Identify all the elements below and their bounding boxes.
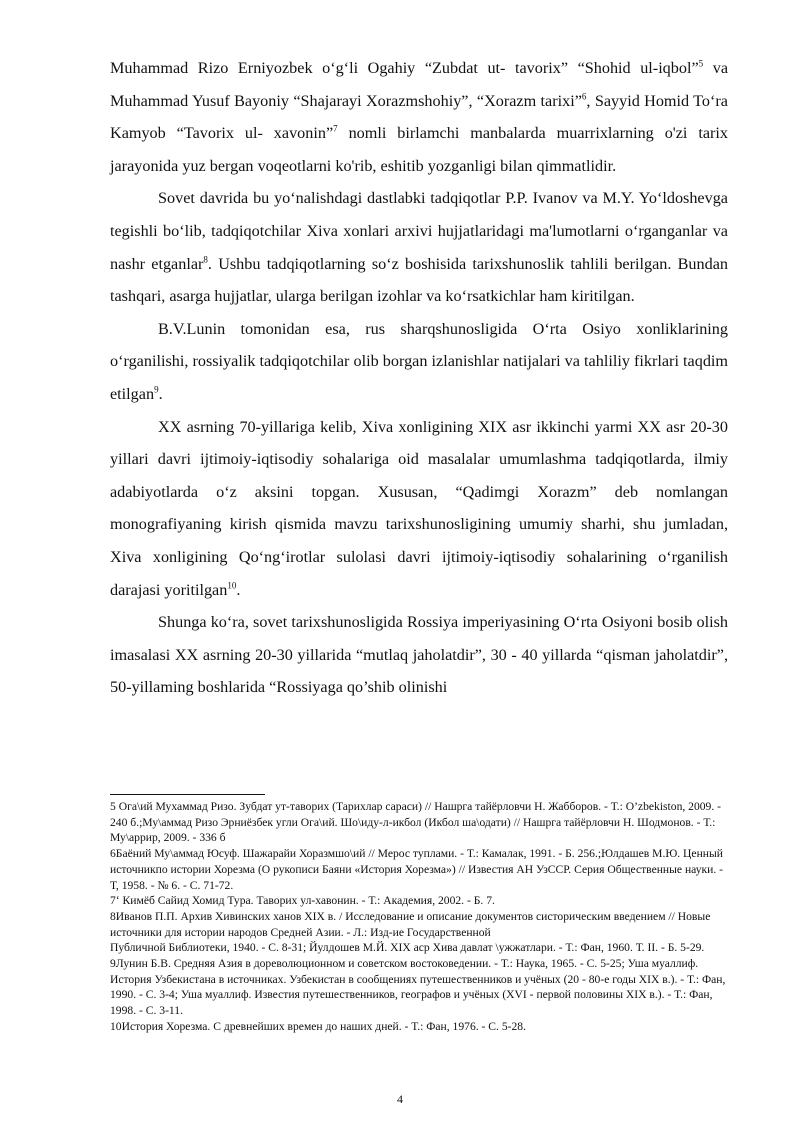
footnote-ref-8: 8 [203, 254, 208, 265]
text-run: , Sayyid Homid To‘ra Kamyob “Tavorix ul- xavonin” [110, 91, 728, 143]
footnote-ref-10: 10 [227, 580, 237, 591]
footnote-ref-6: 6 [581, 91, 587, 102]
page-number: 4 [397, 1092, 403, 1106]
text-run: . [158, 384, 163, 403]
footnotes [110, 799, 730, 1035]
main-text [110, 52, 728, 704]
paragraph-4 [110, 411, 728, 607]
footnote-5: 5 Ога\ий Мухаммад Ризо. Зубдат ут-таворих (Тарихлар сараси) // Нашрга тайёрловчи Н. Жабборов. - Т.: O’zbekiston, 2009. - 240 б.;Му\аммад Ризо Эрниёзбек угли Ога\ий. Шо\иду-л-икбол (Икбол ша\одати) // Нашрга тайёрловчи Н. Шодмонов. - Т.: Му\аррир, 2009. - 336 б [110, 800, 722, 845]
text-run: Shunga ko‘ra, sovet tarixshunosligida Rossiya imperiyasining O‘rta Osiyoni bosib olish imasalasi XX asrning 20-30 yillarida “mutlaq jaholatdir”, 30 - 40 yillarda “qisman jaholatdir”, 50-yillaming boshlarida “Rossiyaga qo’shib olinishi [110, 613, 728, 697]
paragraph-5 [110, 606, 728, 704]
footnote-ref-7: 7 [333, 123, 338, 134]
text-run: nomli birlamchi manbalarda muarrixlarning o'zi tarix jarayonida yuz bergan voqeotlarni ko'rib, eshitib yozganligi bilan qimmatlidir. [110, 124, 728, 175]
text-run: . Ushbu tadqiqotlarning so‘z boshisida tarixshunoslik tahlili berilgan. Bundan tashqari, asarga hujjatlar, ularga berilgan izohlar va ko‘rsatkichlar ham kiritilgan. [110, 254, 728, 306]
footnote-6: 6Баёний Му\аммад Юсуф. Шажарайи Хоразмшо\ий // Мерос туплами. - Т.: Камалак, 1991. - Б. 256.;Юлдашев М.Ю. Ценный источникпо истории Хорезма (О рукописи Баяни «История Хорезма») // Известия АН УзССР. Серия Общественные науки. - Т, 1958. - № 6. - С. 71-72. [110, 847, 724, 892]
paragraph-1 [110, 52, 728, 182]
text-run: . [236, 580, 241, 599]
text-run: B.V.Lunin tomonidan esa, rus sharqshunosligida O‘rta Osiyo xonliklarining o‘rganilishi, rossiyalik tadqiqotchilar olib borgan izlanishlar natijalari va tahliliy fikrlari taqdim etilgan [110, 319, 728, 403]
footnote-8: 8Иванов П.П. Архив Хивинских ханов XIX в. / Исследование и описание документов систорическим введением // Новые источники для истории народов Средней Азии. - Л.: Изд-ие Государственной Публичной Библиотеки, 1940. - С. 8-31; Йулдошев М.Й. XIX аср Хива давлат \ужжатлари. - Т.: Фан, 1960. Т. II. - Б. 5-29. [110, 909, 711, 955]
paragraph-3 [110, 313, 728, 411]
text-run: va Muhammad Yusuf Bayoniy “Shajarayi Xorazmshohiy”, “Xorazm tarixi” [110, 59, 728, 110]
text-run: Muhammad Rizo Erniyozbek o‘g‘li Ogahiy “Zubdat ut- tavorix” “Shohid ul-iqbol” [110, 59, 699, 77]
footnote-7: 7‘ Кимёб Сайид Хомид Тура. Таворих ул-хавонин. - Т.: Академия, 2002. - Б. 7. [110, 894, 495, 908]
footnote-separator [110, 794, 265, 795]
text-run: XX asrning 70-yillariga kelib, Xiva xonligining XIX asr ikkinchi yarmi XX asr 20-30 yillari davri ijtimoiy-iqtisodiy sohalariga oid masalalar umumlashma tadqiqotlarda, ilmiy adabiyotlarda o‘z aksini topgan. Xususan, “Qadimgi Xorazm” deb nomlangan monografiyaning kirish qismida mavzu tarixshunosligining umumiy sharhi, shu jumladan, Xiva xonligining Qo‘ng‘irotlar sulolasi davri ijtimoiy-iqtisodiy sohalarining o‘rganilish darajasi yoritilgan [110, 417, 728, 599]
text-run: Sovet davrida bu yo‘nalishdagi dastlabki tadqiqotlar P.P. Ivanov va M.Y. Yo‘ldoshevga tegishli bo‘lib, tadqiqotchilar Xiva xonlari arxivi hujjatlaridagi ma'lumotlarni o‘rganganlar va nashr etganlar [110, 189, 728, 273]
paragraph-2 [110, 182, 728, 312]
footnote-ref-9: 9 [154, 384, 159, 395]
footnote-ref-5: 5 [698, 58, 704, 69]
footnote-10: 10История Хорезма. С древнейших времен до наших дней. - Т.: Фан, 1976. - С. 5-28. [110, 1019, 526, 1033]
footnote-9: 9Лунин Б.В. Средняя Азия в дореволюционном и советском востоковедении. - Т.: Наука, 1965. - С. 5-25; Уша муаллиф. История Узбекистана в источниках. Узбекистан в сообщениях путешественников и учёных (20 - 80-е годы XIX в.). - Т.: Фан, 1990. - С. 3-4; Уша муаллиф. Известия путешественников, географов и учёных (XVI - первой половины XIX в.). - Т.: Фан, 1998. - С. 3-11. [110, 957, 726, 1018]
